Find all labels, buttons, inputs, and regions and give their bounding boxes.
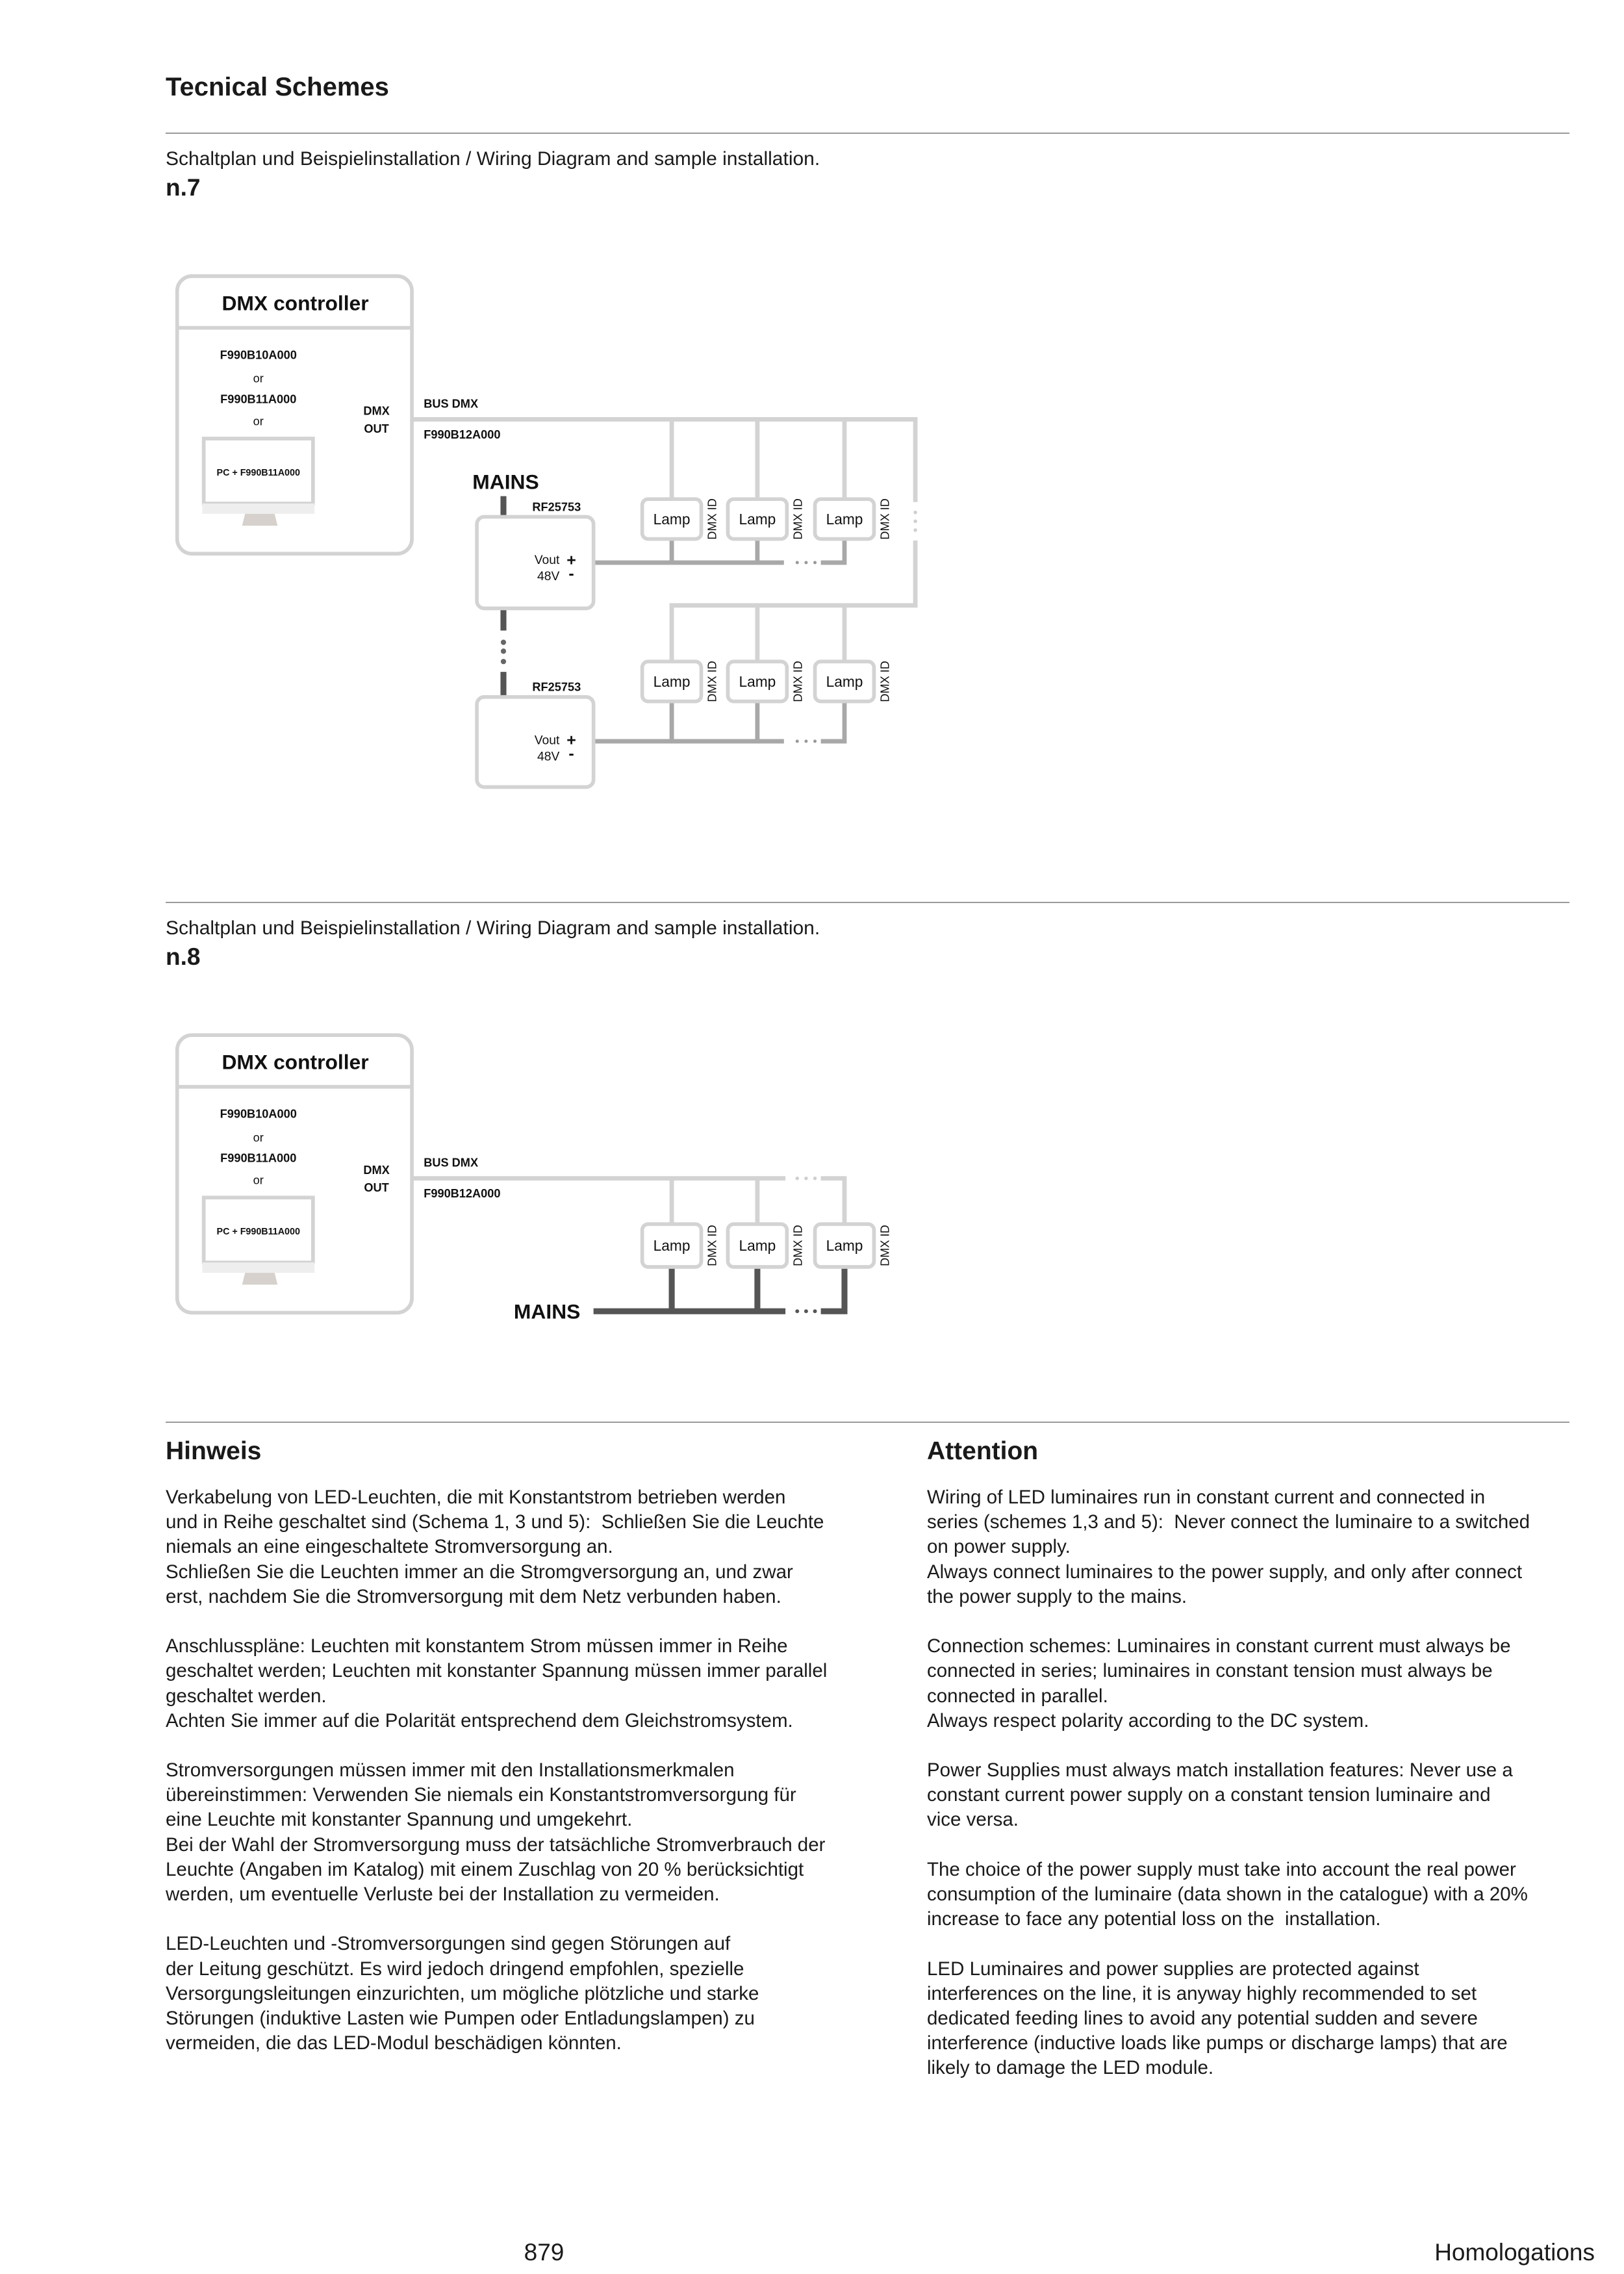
notes-en bbox=[927, 1437, 1624, 2081]
vout-label: Vout bbox=[534, 734, 560, 748]
ellipsis-dot bbox=[804, 1309, 808, 1313]
pc-label: PC + F990B11A000 bbox=[216, 467, 300, 478]
dmx-out-label: DMX bbox=[363, 404, 390, 418]
lamp-label: Lamp bbox=[653, 510, 691, 528]
bus-label: BUS DMX bbox=[424, 397, 479, 411]
divider bbox=[166, 1422, 1569, 1423]
dmx-id-label: DMX ID bbox=[878, 498, 892, 540]
note-line bbox=[166, 1733, 893, 1758]
dmx-out-label: OUT bbox=[364, 422, 389, 435]
note-line: Bei der Wahl der Stromversorgung muss der tatsächliche Stromverbrauch der bbox=[166, 1833, 826, 1856]
note-line: erst, nachdem Sie die Stromversorgung mit dem Netz verbunden haben. bbox=[166, 1585, 781, 1607]
note-line bbox=[927, 1609, 1624, 1634]
plus-terminal: + bbox=[566, 551, 576, 570]
section-name: Homologations bbox=[1434, 2239, 1595, 2266]
voltage-label: 48V bbox=[537, 570, 560, 584]
lamp-label: Lamp bbox=[739, 510, 776, 528]
scheme-caption: Schaltplan und Beispielinstallation / Wiring Diagram and sample installation. bbox=[166, 917, 820, 939]
note-line: the power supply to the mains. bbox=[927, 1585, 1187, 1607]
controller-title: DMX controller bbox=[222, 291, 369, 315]
monitor-base bbox=[202, 504, 314, 514]
notes-de bbox=[166, 1437, 893, 2056]
dmx-out-label: OUT bbox=[364, 1181, 389, 1195]
note-line: geschaltet werden. bbox=[166, 1685, 327, 1707]
product-code: F990B10A000 bbox=[220, 348, 297, 362]
note-line: LED Luminaires and power supplies are protected against bbox=[927, 1958, 1419, 1980]
or-label: or bbox=[253, 372, 264, 385]
note-line: Achten Sie immer auf die Polarität entsprechend dem Gleichstromsystem. bbox=[166, 1709, 793, 1731]
note-line bbox=[927, 1833, 1624, 1858]
dmx-id-label: DMX ID bbox=[878, 1225, 892, 1266]
note-line: dedicated feeding lines to avoid any potential sudden and severe bbox=[927, 2007, 1478, 2029]
monitor-stand-icon bbox=[242, 514, 278, 526]
note-line: übereinstimmen: Verwenden Sie niemals ein Konstantstromversorgung für bbox=[166, 1784, 796, 1806]
psu-code: RF25753 bbox=[532, 680, 581, 694]
note-line: Anschlusspläne: Leuchten mit konstantem Strom müssen immer in Reihe bbox=[166, 1635, 788, 1657]
ellipsis-dot bbox=[813, 561, 817, 564]
ellipsis-dot bbox=[913, 511, 917, 514]
ellipsis-dot bbox=[795, 1309, 799, 1313]
dmx-id-label: DMX ID bbox=[705, 498, 719, 540]
lamp-label: Lamp bbox=[739, 1237, 776, 1254]
scheme-caption: Schaltplan und Beispielinstallation / Wiring Diagram and sample installation. bbox=[166, 148, 820, 170]
scheme-number: n.7 bbox=[166, 174, 201, 201]
note-line: geschaltet werden; Leuchten mit konstanter Spannung müssen immer parallel bbox=[166, 1660, 828, 1682]
minus-terminal: - bbox=[568, 745, 574, 763]
voltage-label: 48V bbox=[537, 750, 560, 764]
note-line: Versorgungsleitungen einzurichten, um mögliche plötzliche und starke bbox=[166, 1982, 759, 2004]
notes-en-title: Attention bbox=[927, 1437, 1039, 1465]
note-line: Always respect polarity according to the DC system. bbox=[927, 1709, 1369, 1731]
note-line: increase to face any potential loss on the installation. bbox=[927, 1908, 1381, 1930]
note-line: Power Supplies must always match installation features: Never use a bbox=[927, 1759, 1513, 1782]
note-line: Schließen Sie die Leuchten immer an die Stromgversorgung an, und zwar bbox=[166, 1561, 793, 1583]
note-line: consumption of the luminaire (data shown in the catalogue) with a 20% bbox=[927, 1884, 1528, 1905]
dmx-id-label: DMX ID bbox=[705, 1225, 719, 1266]
note-line bbox=[927, 1932, 1624, 1956]
monitor-base bbox=[202, 1262, 314, 1273]
lamp-label: Lamp bbox=[826, 510, 863, 528]
note-line: werden, um eventuelle Verluste bei der Installation zu vermeiden. bbox=[166, 1884, 720, 1905]
dmx-id-label: DMX ID bbox=[878, 661, 892, 702]
dmx-id-label: DMX ID bbox=[791, 661, 805, 702]
or-label: or bbox=[253, 1173, 264, 1187]
note-line bbox=[166, 1609, 893, 1634]
or-label: or bbox=[253, 1131, 264, 1144]
note-line: eine Leuchte mit konstanter Spannung und umgekehrt. bbox=[166, 1809, 633, 1831]
ellipsis-dot bbox=[913, 520, 917, 523]
bus-code: F990B12A000 bbox=[424, 1187, 501, 1201]
page-title: Tecnical Schemes bbox=[166, 73, 389, 101]
ellipsis-dot bbox=[796, 739, 799, 743]
dmx-out-label: DMX bbox=[363, 1163, 390, 1177]
pc-label: PC + F990B11A000 bbox=[216, 1226, 300, 1237]
note-line: vermeiden, die das LED-Modul beschädigen könnten. bbox=[166, 2032, 622, 2054]
page-number: 879 bbox=[524, 2239, 565, 2266]
note-line: Verkabelung von LED-Leuchten, die mit Konstantstrom betrieben werden bbox=[166, 1487, 786, 1508]
note-line: Stromversorgungen müssen immer mit den Installationsmerkmalen bbox=[166, 1759, 735, 1782]
ellipsis-dot bbox=[813, 1177, 817, 1180]
mains-label: MAINS bbox=[513, 1299, 581, 1323]
ellipsis-dot bbox=[501, 640, 506, 645]
psu-code: RF25753 bbox=[532, 500, 581, 514]
product-code: F990B10A000 bbox=[220, 1107, 297, 1121]
note-line: niemals an eine eingeschaltete Stromversorgung an. bbox=[166, 1536, 613, 1558]
note-line: Always connect luminaires to the power supply, and only after connect bbox=[927, 1561, 1523, 1583]
or-label: or bbox=[253, 415, 264, 428]
scheme-number: n.8 bbox=[166, 943, 201, 970]
ellipsis-dot bbox=[913, 528, 917, 531]
note-line: likely to damage the LED module. bbox=[927, 2057, 1214, 2079]
note-line: und in Reihe geschaltet sind (Schema 1, 3 und 5): Schließen Sie die Leuchte bbox=[166, 1511, 824, 1533]
lamp-label: Lamp bbox=[653, 1237, 691, 1254]
power-line bbox=[821, 539, 844, 563]
power-line bbox=[821, 702, 844, 741]
minus-terminal: - bbox=[568, 564, 574, 583]
ellipsis-dot bbox=[804, 739, 807, 743]
ellipsis-dot bbox=[796, 561, 799, 564]
bus-code: F990B12A000 bbox=[424, 428, 501, 441]
note-line: LED-Leuchten und -Stromversorgungen sind gegen Störungen auf bbox=[166, 1933, 731, 1955]
dmx-id-label: DMX ID bbox=[791, 1225, 805, 1266]
note-line: connected in series; luminaires in constant tension must always be bbox=[927, 1660, 1493, 1682]
mains-label: MAINS bbox=[472, 470, 539, 494]
ellipsis-dot bbox=[796, 1177, 799, 1180]
ellipsis-dot bbox=[804, 1177, 807, 1180]
lamp-label: Lamp bbox=[739, 672, 776, 690]
note-line: der Leitung geschützt. Es wird jedoch dringend empfohlen, spezielle bbox=[166, 1958, 744, 1980]
dmx-id-label: DMX ID bbox=[705, 661, 719, 702]
bus-label: BUS DMX bbox=[424, 1156, 479, 1169]
monitor-stand-icon bbox=[242, 1273, 278, 1284]
ellipsis-dot bbox=[813, 1309, 817, 1313]
note-line: Wiring of LED luminaires run in constant current and connected in bbox=[927, 1487, 1486, 1508]
note-line: series (schemes 1,3 and 5): Never connect the luminaire to a switched bbox=[927, 1511, 1530, 1533]
note-line: Leuchte (Angaben im Katalog) mit einem Zuschlag von 20 % berücksichtigt bbox=[166, 1858, 804, 1880]
dmx-id-label: DMX ID bbox=[791, 498, 805, 540]
note-line: on power supply. bbox=[927, 1536, 1071, 1558]
note-line: interferences on the line, it is anyway highly recommended to set bbox=[927, 1982, 1477, 2004]
note-line: Störungen (induktive Lasten wie Pumpen oder Entladungslampen) zu bbox=[166, 2007, 755, 2029]
note-line bbox=[927, 1733, 1624, 1758]
product-code: F990B11A000 bbox=[220, 1151, 297, 1165]
notes-de-title: Hinweis bbox=[166, 1437, 262, 1465]
controller-title: DMX controller bbox=[222, 1050, 369, 1074]
note-line: vice versa. bbox=[927, 1809, 1019, 1831]
lamp-label: Lamp bbox=[653, 672, 691, 690]
note-line: connected in parallel. bbox=[927, 1685, 1108, 1707]
product-code: F990B11A000 bbox=[220, 392, 297, 406]
dmx-bus-line bbox=[672, 541, 915, 661]
note-line: The choice of the power supply must take into account the real power bbox=[927, 1858, 1516, 1880]
plus-terminal: + bbox=[566, 731, 576, 750]
mains-line bbox=[821, 1267, 844, 1311]
ellipsis-dot bbox=[501, 648, 506, 654]
notes-en-body bbox=[927, 1485, 1624, 2081]
vout-label: Vout bbox=[534, 554, 560, 568]
notes-de-body bbox=[166, 1485, 893, 2056]
ellipsis-dot bbox=[804, 561, 807, 564]
lamp-label: Lamp bbox=[826, 672, 863, 690]
dmx-bus-line bbox=[821, 1179, 844, 1224]
lamp-label: Lamp bbox=[826, 1237, 863, 1254]
note-line: Connection schemes: Luminaires in constant current must always be bbox=[927, 1635, 1511, 1657]
ellipsis-dot bbox=[501, 659, 506, 664]
ellipsis-dot bbox=[813, 739, 817, 743]
note-line: interference (inductive loads like pumps or discharge lamps) that are bbox=[927, 2032, 1508, 2054]
note-line: constant current power supply on a constant tension luminaire and bbox=[927, 1784, 1491, 1806]
note-line bbox=[166, 1907, 893, 1932]
